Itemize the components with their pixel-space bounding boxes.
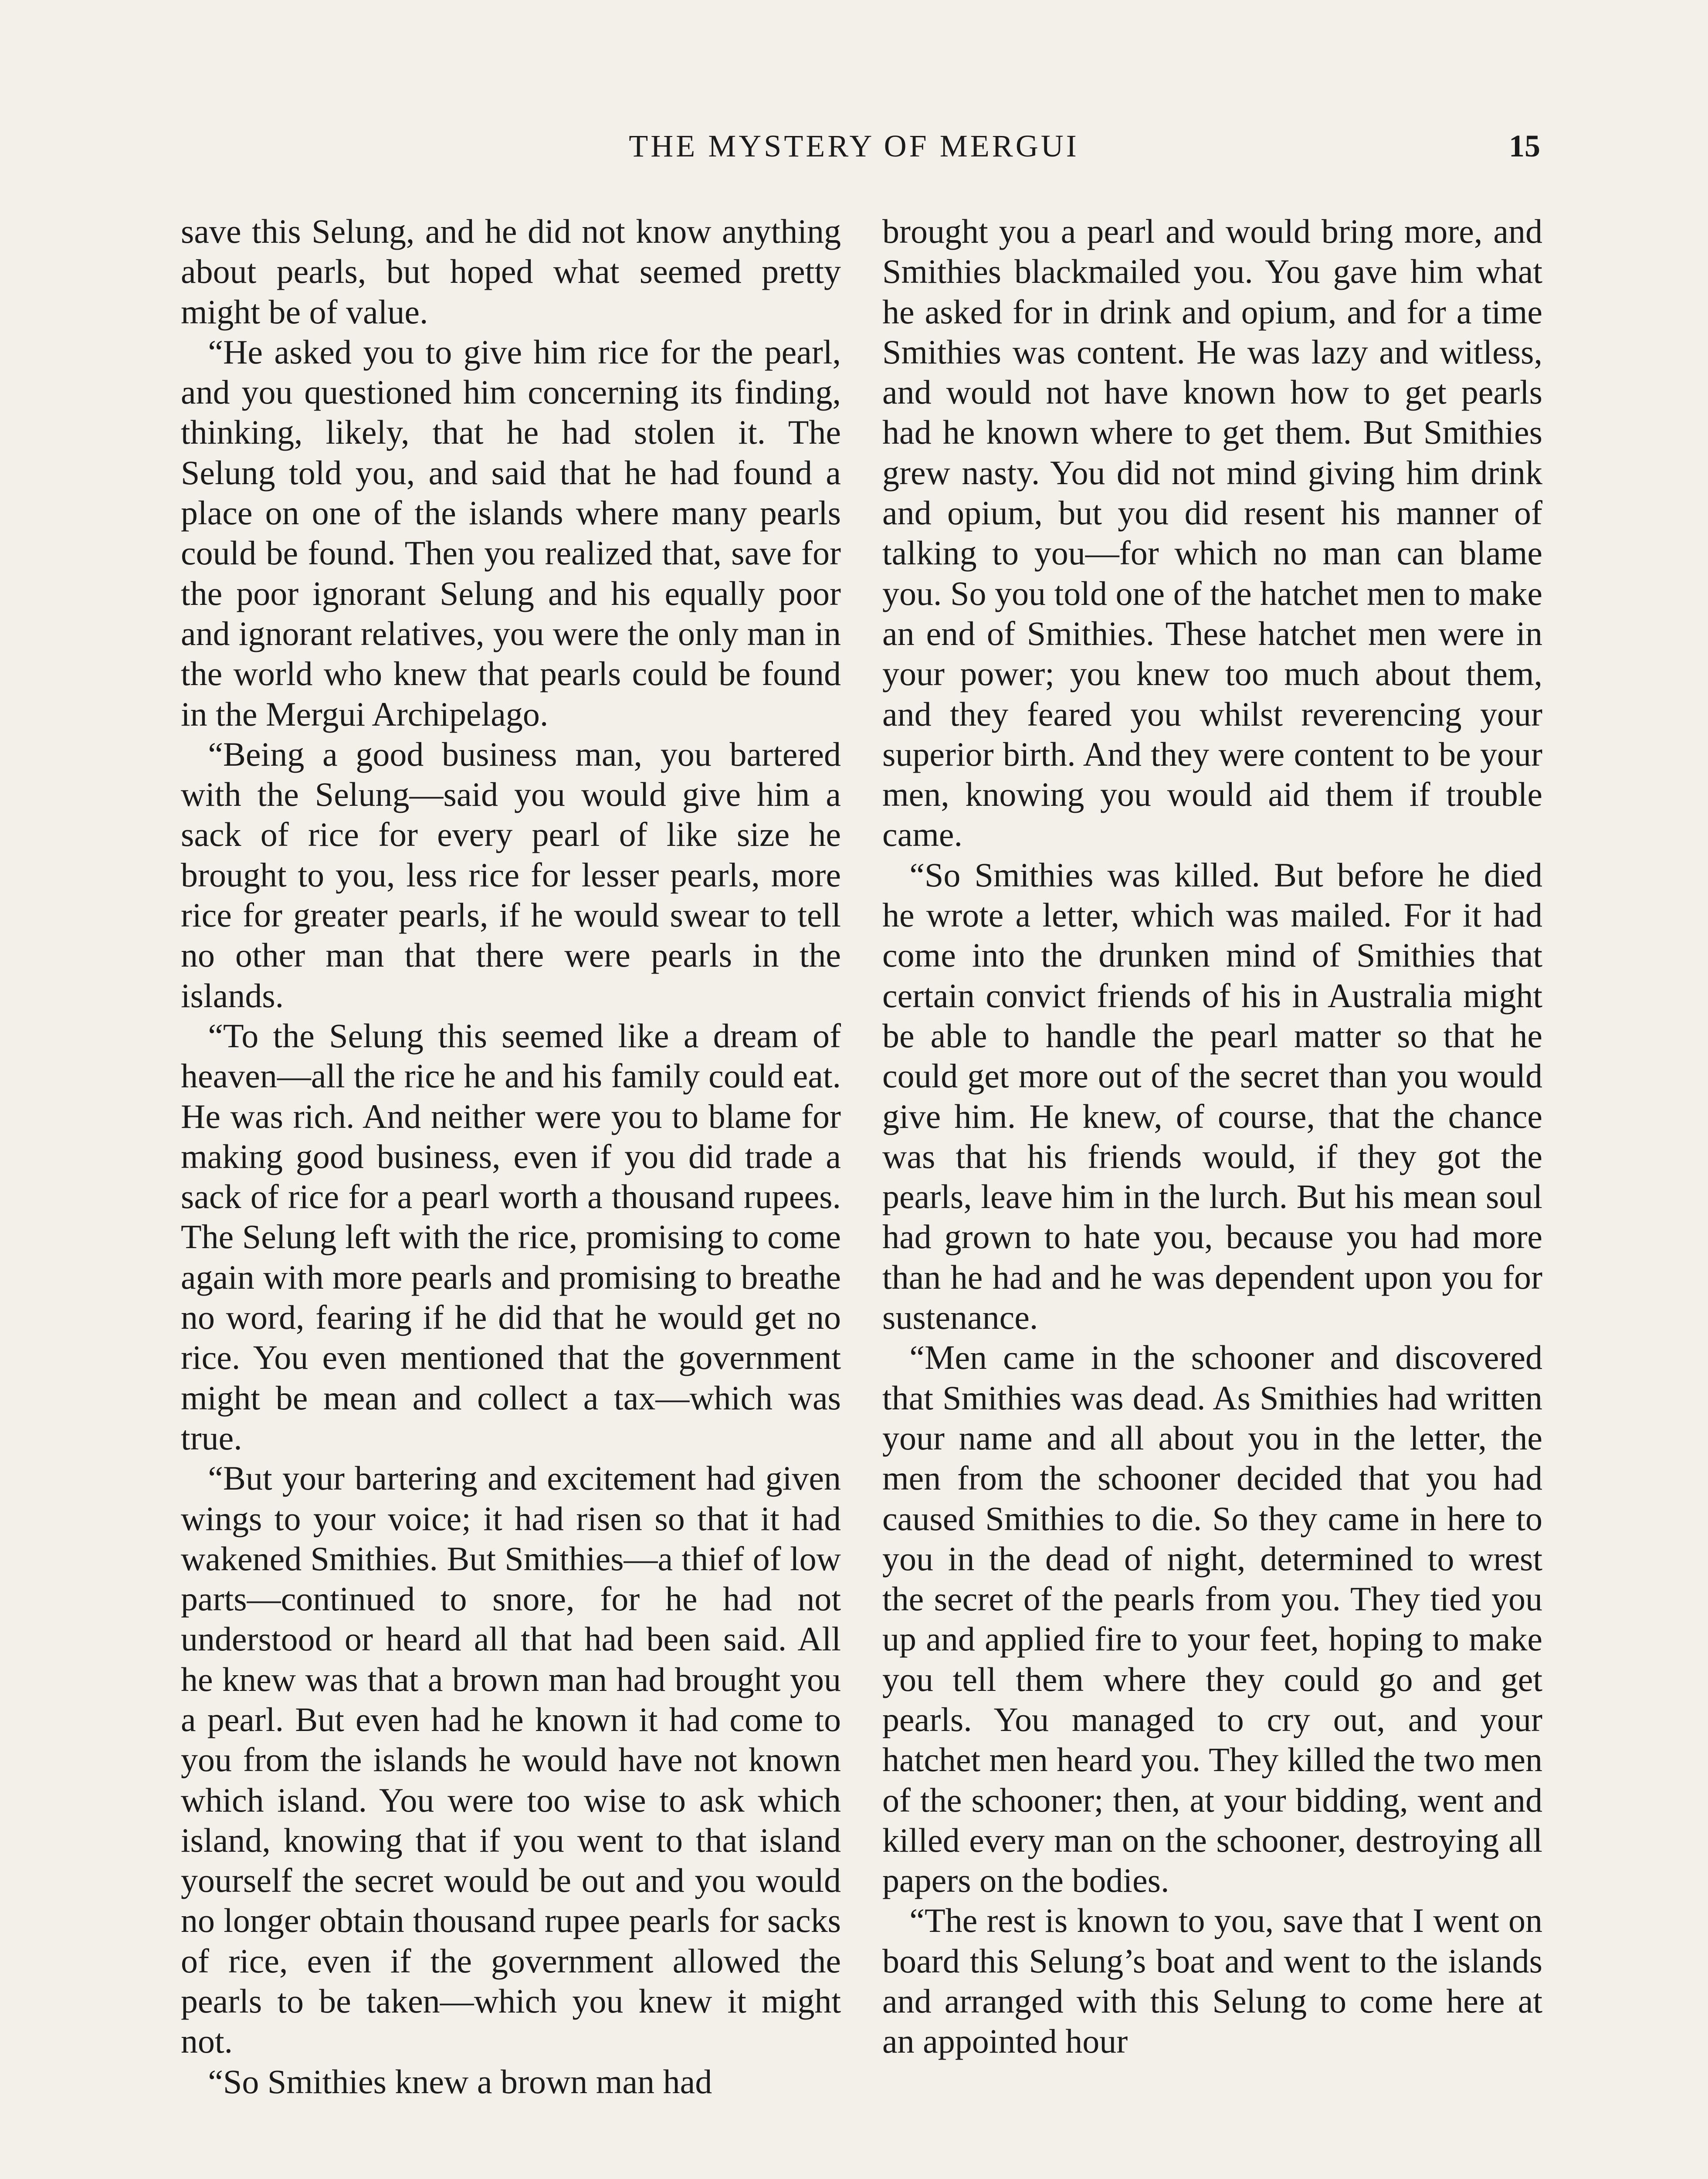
paragraph: save this Selung, and he did not know anything about pearls, but hoped what seemed pretty might be of value. (181, 212, 841, 331)
running-title: THE MYSTERY OF MERGUI (629, 129, 1079, 163)
right-column (882, 211, 1542, 2179)
paragraph: “So Smithies knew a brown man had (208, 2062, 712, 2101)
body-columns (181, 211, 1542, 2179)
left-column (181, 211, 841, 2179)
page-header (0, 124, 1708, 172)
paragraph: “Being a good business man, you bartered with the Selung—said you would give him a sack of rice for every pearl of like size he brought to you, less rice for lesser pearls, more rice for greater pearls, if he would swear to tell no other man that there were pearls in the islands. (181, 735, 841, 1015)
paragraph: “To the Selung this seemed like a dream of heaven—all the rice he and his family could eat. He was rich. And neither were you to blame for making good business, even if you did trade a sack of rice for a pearl worth a thousand rupees. The Selung left with the rice, promising to come again with more pearls and promising to breathe no word, fearing if he did that he would get no rice. You even mentioned that the government might be mean and collect a tax—which was true. (181, 1016, 841, 1457)
paragraph: “So Smithies was killed. But before he died he wrote a letter, which was mailed. For it had come into the drunken mind of Smithies that certain convict friends of his in Australia might be able to handle the pearl matter so that he could get more out of the secret than you would give him. He knew, of course, that the chance was that his friends would, if they got the pearls, leave him in the lurch. But his mean soul had grown to hate you, because you had more than he had and he was dependent upon you for sustenance. (882, 855, 1542, 1337)
paragraph: “But your bartering and excitement had given wings to your voice; it had risen so that it had wakened Smithies. But Smithies—a thief of low parts—continued to snore, for he had not understood or heard all that had been said. All he knew was that a brown man had brought you a pearl. But even had he known it had come to you from the islands he would have not known which island. You were too wise to ask which island, knowing that if you went to that island yourself the secret would be out and you would no longer obtain thousand rupee pearls for sacks of rice, even if the government allowed the pearls to be taken—which you knew it might not. (181, 1459, 841, 2060)
paragraph: brought you a pearl and would bring more, and Smithies blackmailed you. You gave him what he asked for in drink and opium, and for a time Smithies was content. He was lazy and witless, and would not have known how to get pearls had he known where to get them. But Smithies grew nasty. You did not mind giving him drink and opium, but you did resent his manner of talking to you—for which no man can blame you. So you told one of the hatchet men to make an end of Smithies. These hatchet men were in your power; you knew too much about them, and they feared you whilst reverencing your superior birth. And they were content to be your men, knowing you would aid them if trouble came. (882, 212, 1542, 854)
paragraph: “Men came in the schooner and discovered that Smithies was dead. As Smithies had written your name and all about you in the letter, the men from the schooner decided that you had caused Smithies to die. So they came in here to you in the dead of night, determined to wrest the secret of the pearls from you. They tied you up and applied fire to your feet, hoping to make you tell them where they could go and get pearls. You managed to cry out, and your hatchet men heard you. They killed the two men of the schooner; then, at your bidding, went and killed every man on the schooner, destroying all papers on the bodies. (882, 1338, 1542, 1900)
paragraph: “He asked you to give him rice for the pearl, and you questioned him concerning its finding, thinking, likely, that he had stolen it. The Selung told you, and said that he had found a place on one of the islands where many pearls could be found. Then you realized that, save for the poor ignorant Selung and his equally poor and ignorant relatives, you were the only man in the world who knew that pearls could be found in the Mergui Archipelago. (181, 333, 841, 733)
page-number: 15 (1509, 129, 1540, 163)
paragraph: “The rest is known to you, save that I went on board this Selung’s boat and went to the islands and arranged with this Selung to come here at an appointed hour (882, 1901, 1542, 2060)
